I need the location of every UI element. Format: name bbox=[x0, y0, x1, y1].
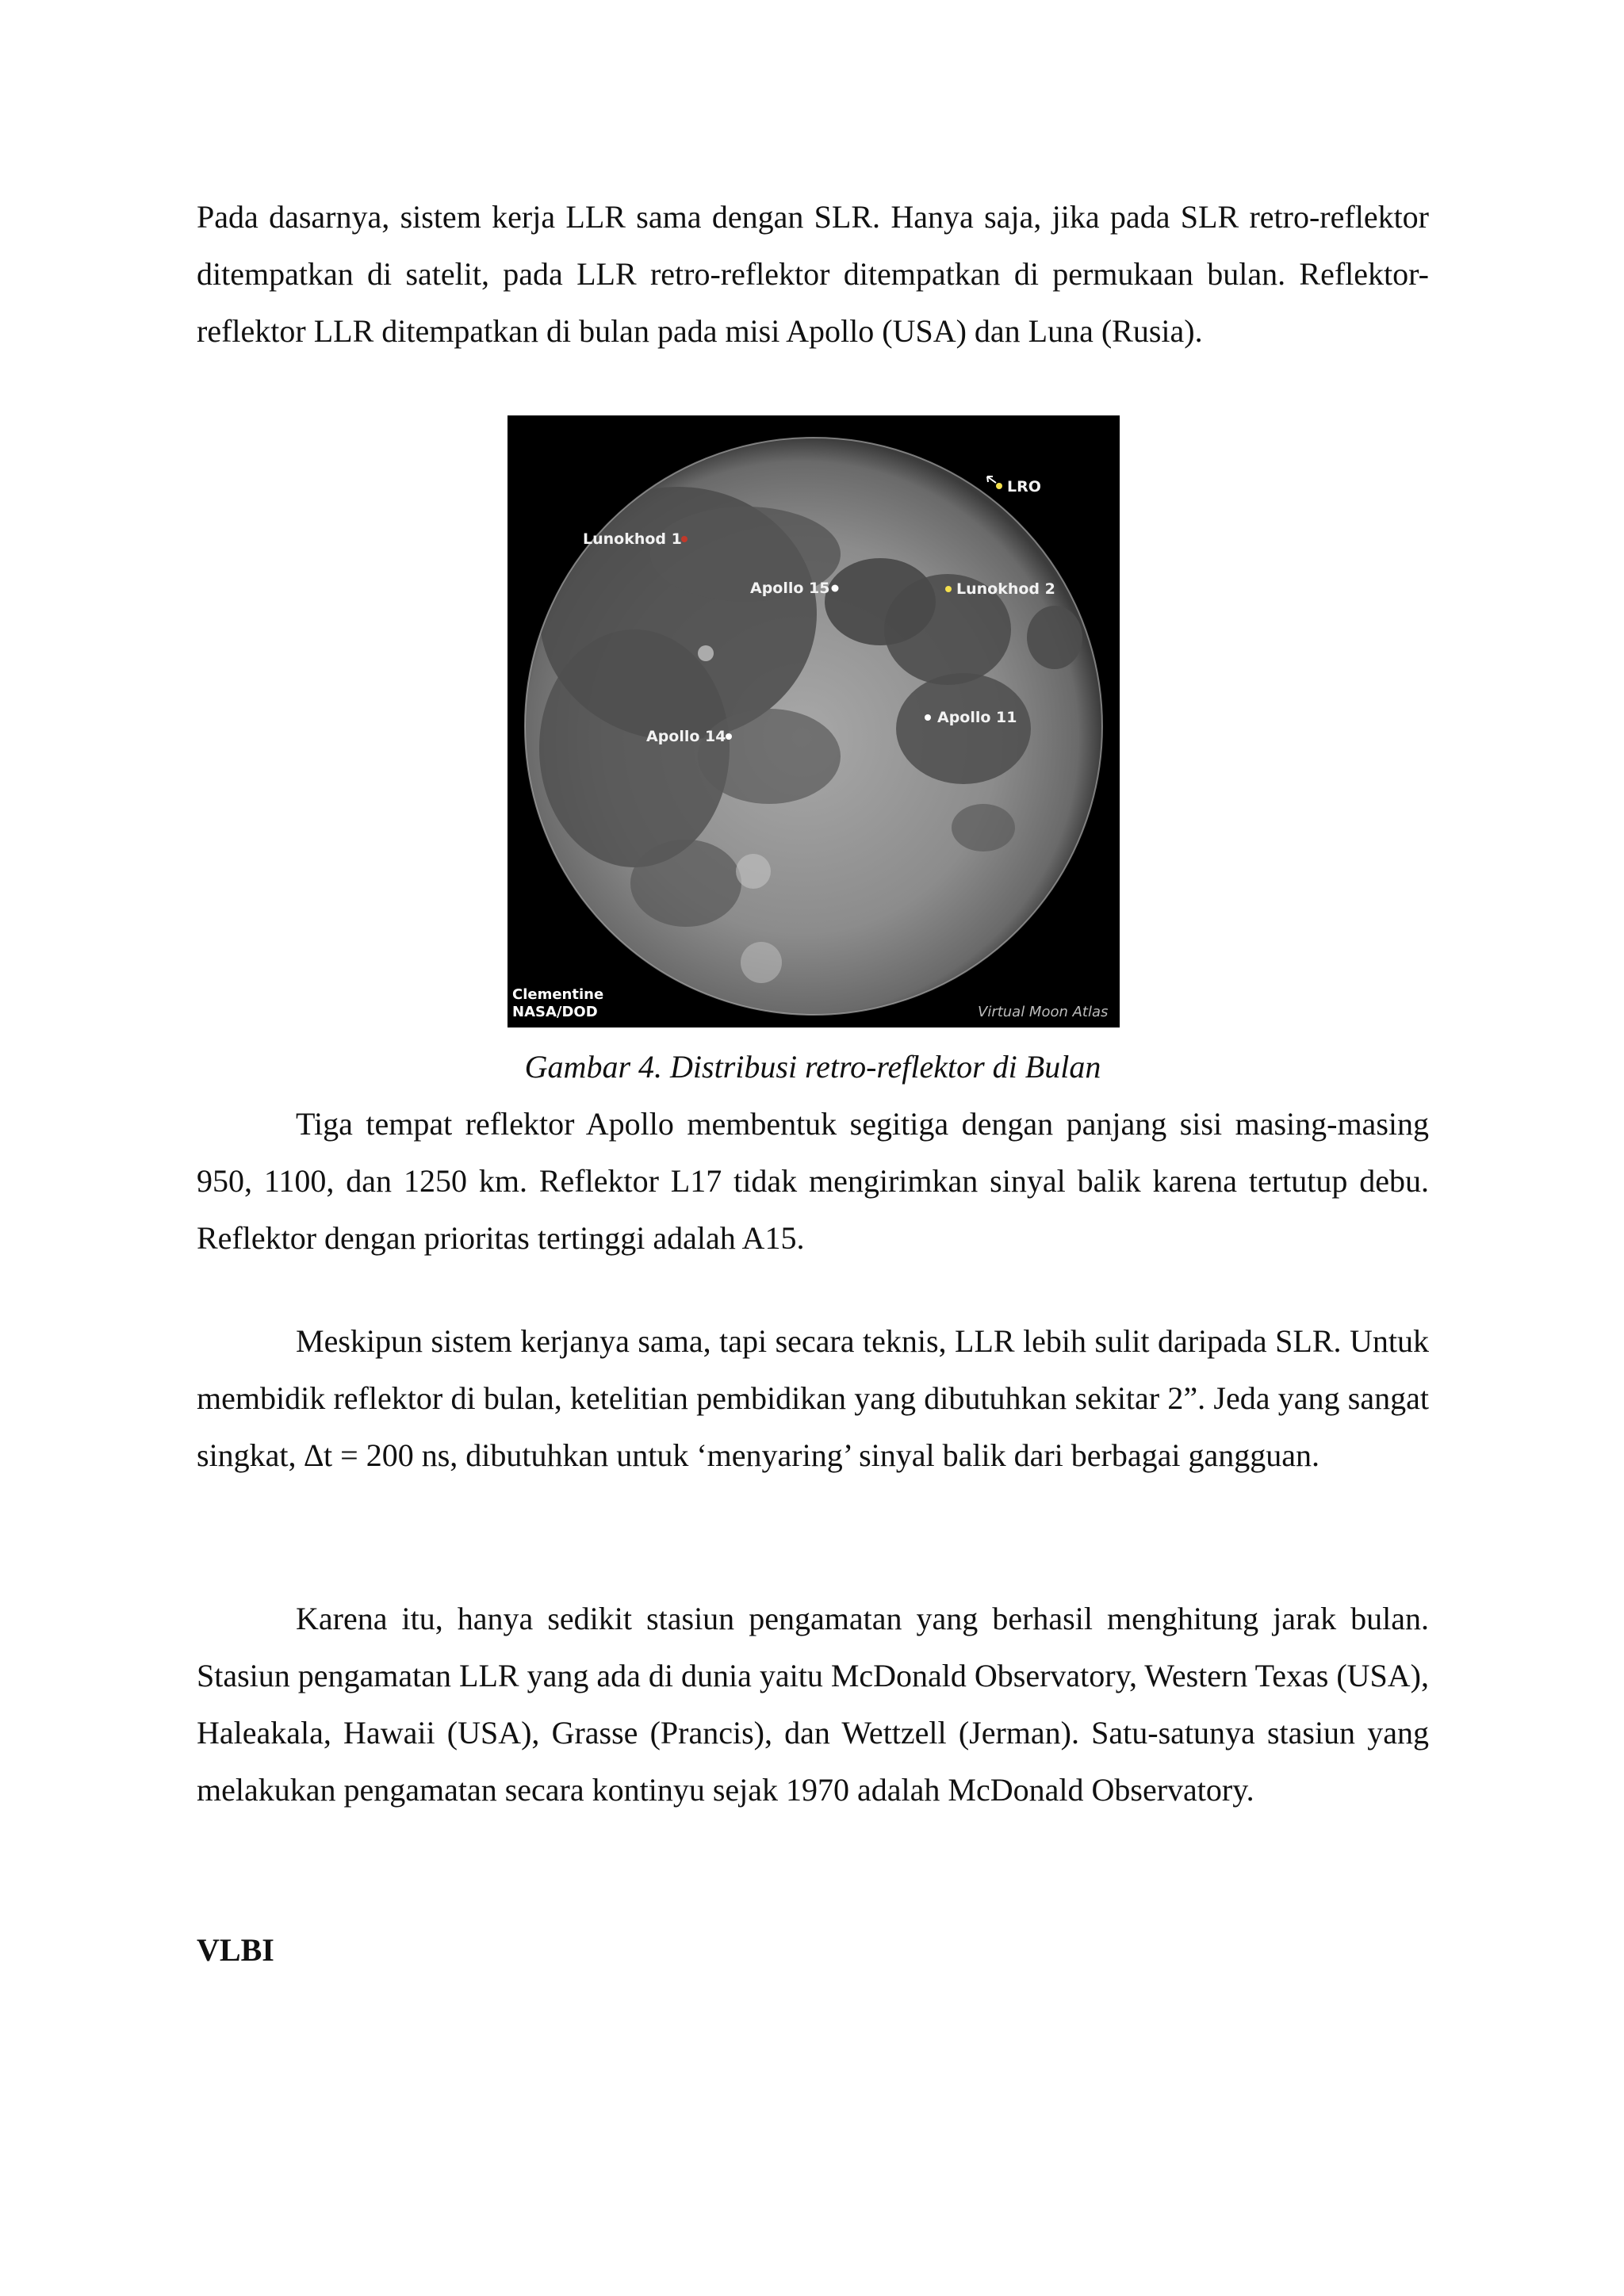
section-heading: VLBI bbox=[197, 1932, 274, 1968]
moon-figure bbox=[508, 415, 1120, 1027]
apollo11-marker bbox=[925, 714, 931, 721]
credit-line-1: Clementine bbox=[512, 986, 604, 1003]
label-apollo11: Apollo 11 bbox=[937, 709, 1017, 726]
label-apollo14: Apollo 14 bbox=[646, 728, 726, 745]
paragraph-intro: Pada dasarnya, sistem kerja LLR sama dengan SLR. Hanya saja, jika pada SLR retro-reflektor ditempatkan di satelit, pada LLR retro-reflektor ditempatkan di permukaan bulan. Reflektor-reflektor LLR ditempatkan di bulan pada misi Apollo (USA) dan Luna (Rusia). bbox=[197, 199, 1429, 349]
label-apollo15: Apollo 15 bbox=[750, 580, 830, 597]
apollo14-marker bbox=[726, 733, 732, 740]
paragraph-llr-difficulty: Meskipun sistem kerjanya sama, tapi secara teknis, LLR lebih sulit daripada SLR. Untuk membidik reflektor di bulan, ketelitian pembidikan yang dibutuhkan sekitar 2”. Jeda yang sangat singkat, ∆t = 200 ns, dibutuhkan untuk ‘menyaring’ sinyal balik dari berbagai gangguan. bbox=[197, 1323, 1429, 1473]
paragraph-apollo-reflectors: Tiga tempat reflektor Apollo membentuk segitiga dengan panjang sisi masing-masing 950, 1100, dan 1250 km. Reflektor L17 tidak mengirimkan sinyal balik karena tertutup debu. Reflektor dengan prioritas tertinggi adalah A15. bbox=[197, 1106, 1429, 1256]
paragraph-llr-stations: Karena itu, hanya sedikit stasiun pengamatan yang berhasil menghitung jarak bulan. Stasiun pengamatan LLR yang ada di dunia yaitu McDonald Observatory, Western Texas (USA), Haleakala, Hawaii (USA), Grasse (Prancis), dan Wettzell (Jerman). Satu-satunya stasiun yang melakukan pengamatan secara kontinyu sejak 1970 adalah McDonald Observatory. bbox=[197, 1601, 1429, 1808]
figure-caption: Gambar 4. Distribusi retro-reflektor di Bulan bbox=[524, 1049, 1101, 1085]
atlas-credit: Virtual Moon Atlas bbox=[978, 1004, 1109, 1020]
label-lunokhod2: Lunokhod 2 bbox=[956, 580, 1055, 598]
label-lunokhod1: Lunokhod 1 bbox=[583, 530, 682, 548]
lro-marker bbox=[996, 483, 1002, 489]
label-lro: LRO bbox=[1007, 478, 1041, 496]
apollo15-marker bbox=[832, 585, 839, 592]
lunokhod2-marker bbox=[945, 586, 952, 592]
lunokhod1-marker bbox=[681, 536, 688, 542]
moon-image bbox=[508, 415, 1120, 1027]
credit-line-2: NASA/DOD bbox=[512, 1004, 598, 1020]
